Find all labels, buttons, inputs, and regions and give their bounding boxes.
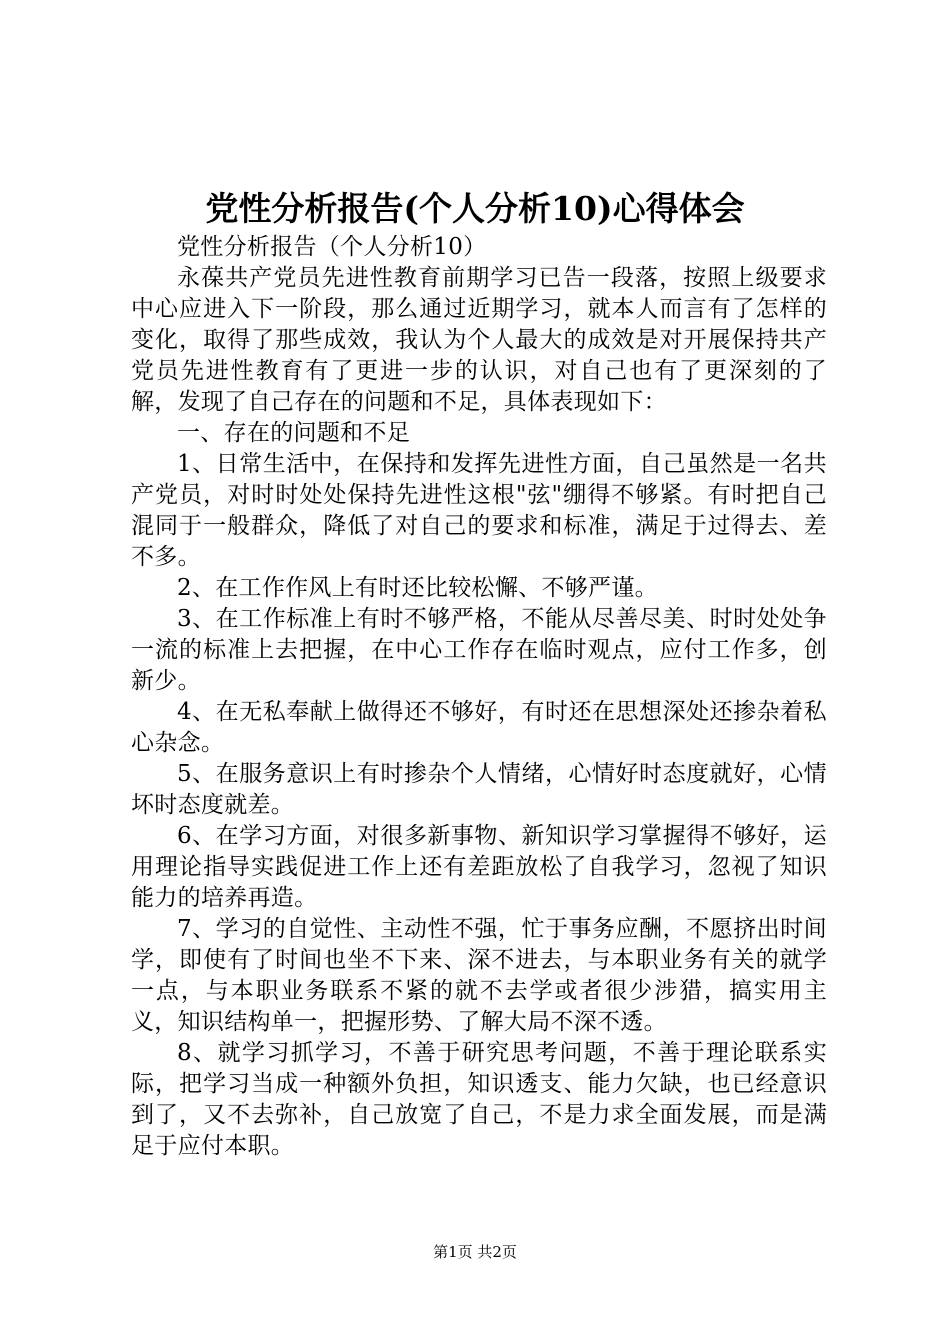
paragraph-item-5: 5、在服务意识上有时掺杂个人情绪，心情好时态度就好，心情坏时态度就差。 (131, 761, 827, 818)
paragraph-item-6: 6、在学习方面，对很多新事物、新知识学习掌握得不够好，运用理论指导实践促进工作上还有差距放松了自我学习，忽视了知识能力的培养再造。 (131, 823, 827, 911)
paragraph-item-3: 3、在工作标准上有时不够严格，不能从尽善尽美、时时处处争一流的标准上去把握，在中心工作存在临时观点，应付工作多，创新少。 (131, 606, 827, 694)
paragraph-item-8: 8、就学习抓学习，不善于研究思考问题，不善于理论联系实际，把学习当成一种额外负担，知识透支、能力欠缺，也已经意识到了，又不去弥补，自己放宽了自己，不是力求全面发展，而是满足于应付本职。 (131, 1040, 827, 1159)
document-title: 党性分析报告(个人分析10)心得体会 (205, 189, 745, 228)
paragraph-item-2: 2、在工作作风上有时还比较松懈、不够严谨。 (177, 575, 658, 601)
paragraph-item-7: 7、学习的自觉性、主动性不强，忙于事务应酬，不愿挤出时间学，即使有了时间也坐不下来、深不进去，与本职业务有关的就学一点，与本职业务联系不紧的就不去学或者很少涉猎，搞实用主义，知识结构单一，把握形势、了解大局不深不透。 (131, 916, 827, 1035)
paragraph-item-1: 1、日常生活中，在保持和发挥先进性方面，自己虽然是一名共产党员，对时时处处保持先进性这根"弦"绷得不够紧。有时把自己混同于一般群众，降低了对自己的要求和标准，满足于过得去、差不多。 (131, 451, 827, 570)
section-heading: 一、存在的问题和不足 (177, 420, 410, 446)
paragraph-intro: 永葆共产党员先进性教育前期学习已告一段落，按照上级要求中心应进入下一阶段，那么通过近期学习，就本人而言有了怎样的变化，取得了那些成效，我认为个人最大的成效是对开展保持共产党员先进性教育有了更进一步的认识，对自己也有了更深刻的了解，发现了自己存在的问题和不足，具体表现如下： (131, 265, 827, 415)
paragraph-subtitle: 党性分析报告（个人分析10） (177, 234, 487, 260)
document-body (131, 232, 827, 1162)
paragraph-item-4: 4、在无私奉献上做得还不够好，有时还在思想深处还掺杂着私心杂念。 (131, 699, 827, 756)
page-number-footer: 第1页 共2页 (433, 1243, 517, 1261)
